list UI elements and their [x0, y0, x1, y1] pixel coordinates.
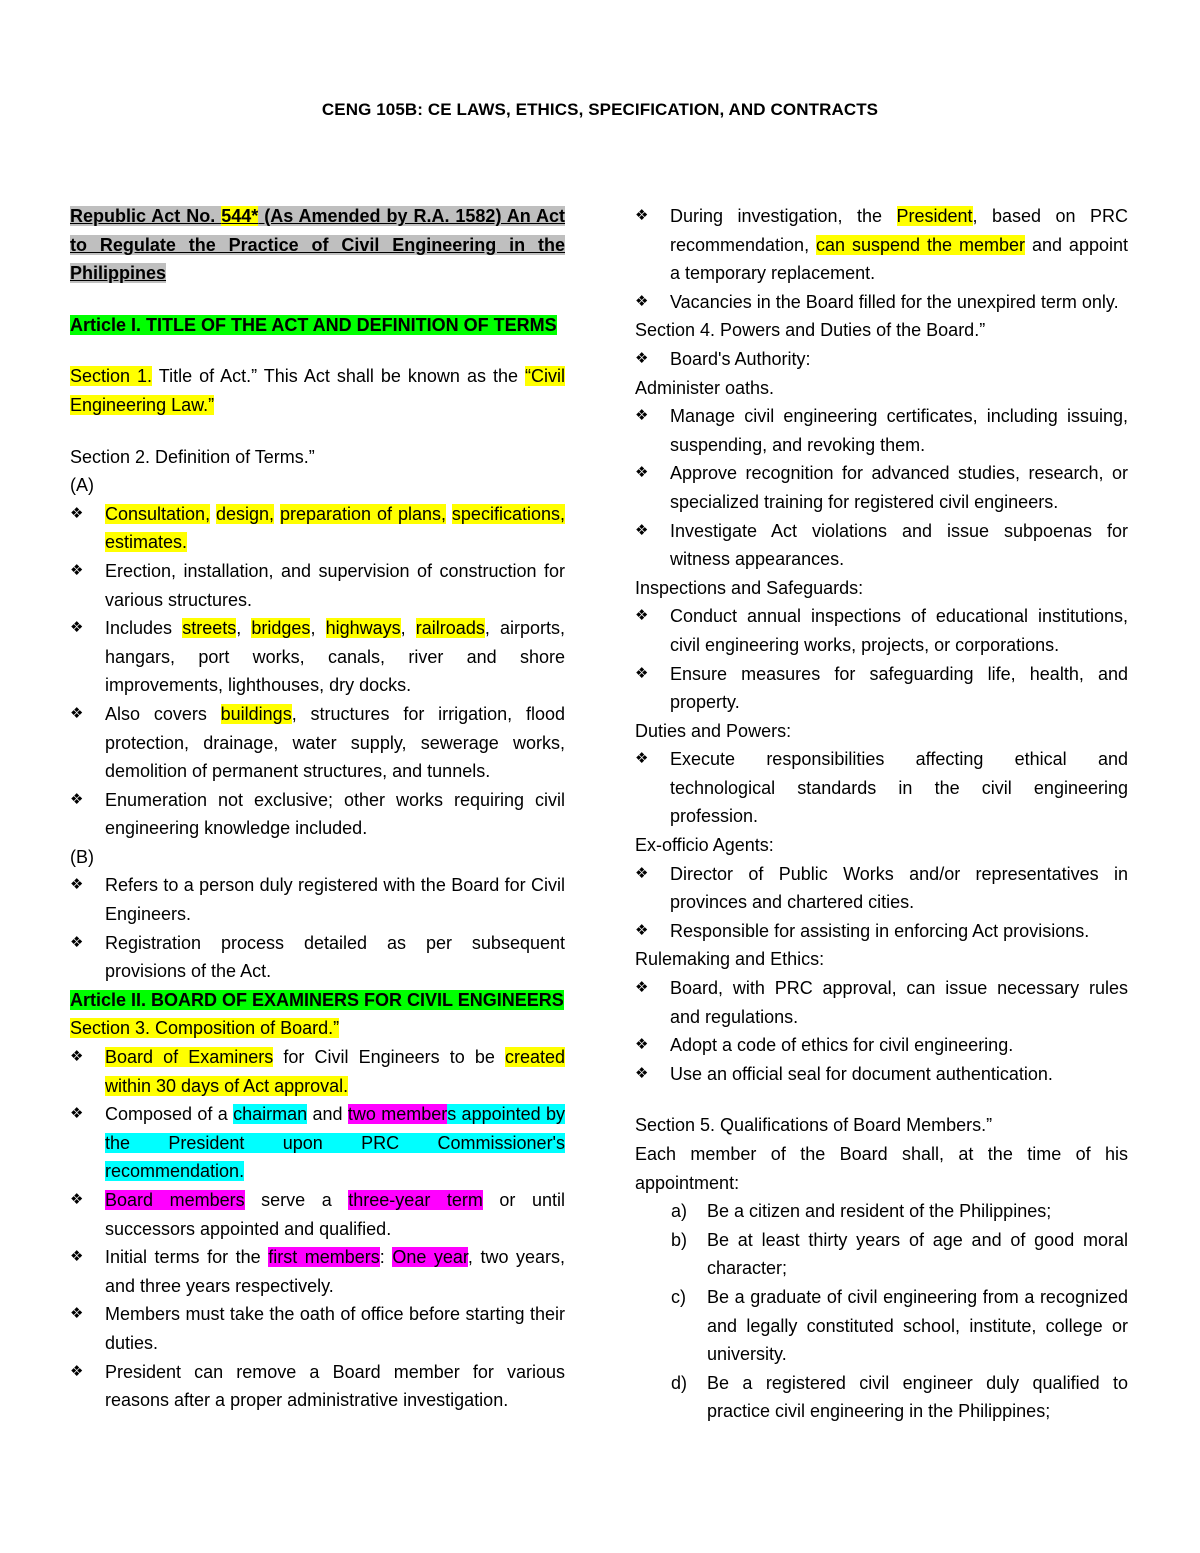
list-item [70, 1300, 565, 1357]
bullet-icon: ❖ [635, 464, 649, 482]
hl: design, [216, 503, 275, 524]
list-item-text: Board, with PRC approval, can issue necessary rules and regulations. [670, 978, 1128, 1027]
list-item [70, 1358, 565, 1415]
hl: streets [182, 618, 237, 639]
sub-b-label: (B) [70, 846, 94, 867]
t: Composed of a [105, 1104, 234, 1125]
hl: highways [325, 618, 401, 639]
hl: can suspend the member [816, 234, 1025, 255]
list-item [70, 1100, 565, 1186]
hl: specifications, estimates. [105, 503, 565, 553]
hl: preparation of plans, [280, 503, 446, 524]
bullet-icon: ❖ [70, 1362, 84, 1380]
t: , airports, hangars, port works, canals, river and shore improvements, lighthouses, dry docks. [105, 618, 565, 696]
article-2-heading [70, 986, 565, 1015]
section-1-label: Section 1. [70, 366, 153, 387]
list-item-text: Manage civil engineering certificates, including issuing, suspending, and revoking them. [670, 406, 1128, 455]
article-1-label: Article I. TITLE OF THE ACT AND DEFINITION OF TERMS [70, 314, 557, 335]
bullet-icon: ❖ [70, 876, 84, 894]
bullet-icon: ❖ [635, 292, 649, 310]
list-item-text: Director of Public Works and/or representatives in provinces and chartered cities. [670, 863, 1128, 913]
list-item [635, 917, 1128, 946]
item-label: c) [671, 1286, 686, 1307]
section-1 [70, 362, 565, 419]
t: Initial terms for the [105, 1247, 269, 1268]
bullet-icon: ❖ [635, 1064, 649, 1082]
bullet-icon: ❖ [635, 407, 649, 425]
list-item-text: Adopt a code of ethics for civil engineering. [670, 1035, 1014, 1056]
list-item-text: Approve recognition for advanced studies, research, or specialized training for registered civil engineers. [670, 463, 1128, 512]
t: serve a [244, 1190, 349, 1210]
item-label: a) [671, 1201, 688, 1222]
list-item-text: Be at least thirty years of age and of good moral character; [707, 1229, 1128, 1279]
list-item [635, 660, 1128, 717]
t: or until successors appointed and qualified. [105, 1190, 565, 1239]
list-item-text: Registration process detailed as per subsequent provisions of the Act. [105, 932, 565, 982]
bullet-icon: ❖ [635, 750, 649, 768]
bullet-icon: ❖ [70, 790, 84, 808]
list-item [70, 871, 565, 928]
hl: Board of Examiners [105, 1047, 274, 1068]
list-item-text: President can remove a Board member for various reasons after a proper administrative investigation. [105, 1361, 565, 1411]
list-item [70, 614, 565, 700]
bullet-icon: ❖ [70, 619, 84, 637]
hl: bridges [251, 618, 311, 639]
hl: created within 30 days of Act approval. [105, 1047, 566, 1096]
bullet-icon: ❖ [635, 979, 649, 997]
list-item [70, 1186, 565, 1243]
act-title [70, 202, 565, 288]
list-item-text: Execute responsibilities affecting ethical and technological standards in the civil engineering profession. [670, 749, 1128, 827]
list-item-text: Board's Authority: [670, 348, 811, 369]
section-3-heading [70, 1014, 565, 1043]
list-item-text: Investigate Act violations and issue subpoenas for witness appearances. [670, 520, 1128, 570]
t: , structures for irrigation, flood protection, drainage, water supply, sewerage works, demolition of permanent structures, and tunnels. [105, 703, 565, 782]
list-item [70, 1243, 565, 1300]
bullet-icon: ❖ [635, 864, 649, 882]
subheading: Ex-officio Agents: [635, 835, 774, 856]
section-2: Section 2. Definition of Terms.” [70, 446, 315, 467]
plain-line: Administer oaths. [635, 377, 775, 398]
list-item [635, 202, 1128, 288]
bullet-icon: ❖ [70, 704, 84, 722]
t: , [310, 618, 326, 639]
list-item-text: Enumeration not exclusive; other works requiring civil engineering knowledge included. [105, 789, 565, 839]
list-item [635, 288, 1128, 317]
bullet-icon: ❖ [635, 921, 649, 939]
t: for Civil Engineers to be [273, 1047, 505, 1068]
bullet-icon: ❖ [635, 521, 649, 539]
list-item [635, 602, 1128, 659]
list-item-text: Be a registered civil engineer duly qualified to practice civil engineering in the Philippines; [707, 1372, 1128, 1422]
list-item [635, 1369, 1128, 1426]
hl: chairman [233, 1104, 308, 1125]
list-item-text: Ensure measures for safeguarding life, health, and property. [670, 663, 1128, 713]
subheading: Rulemaking and Ethics: [635, 949, 825, 970]
list-item-text: Be a graduate of civil engineering from a recognized and legally constituted school, institute, college or university. [707, 1286, 1128, 1365]
t: and [307, 1104, 348, 1125]
list-item-text: Use an official seal for document authentication. [670, 1063, 1053, 1084]
bullet-icon: ❖ [635, 664, 649, 682]
hl: buildings [220, 703, 292, 724]
list-item [70, 500, 565, 557]
hl: three-year term [348, 1190, 483, 1210]
bullet-icon: ❖ [70, 1048, 84, 1066]
list-item [70, 929, 565, 986]
section-5-heading: Section 5. Qualifications of Board Members.” [635, 1115, 993, 1136]
subheading: Duties and Powers: [635, 720, 792, 741]
list-item [635, 1283, 1128, 1369]
bullet-icon: ❖ [635, 607, 649, 625]
list-item [635, 1226, 1128, 1283]
article-1-heading [70, 311, 565, 340]
t: , [236, 618, 252, 639]
bullet-icon: ❖ [70, 504, 84, 522]
article-2-label: Article II. BOARD OF EXAMINERS FOR CIVIL ENGINEERS [70, 989, 564, 1010]
bullet-icon: ❖ [70, 1305, 84, 1323]
list-item [635, 860, 1128, 917]
hl: Consultation, [105, 503, 211, 524]
subheading: Inspections and Safeguards: [635, 577, 864, 598]
bullet-icon: ❖ [70, 1248, 84, 1266]
t: Also covers [105, 703, 221, 724]
t: and appoint a temporary replacement. [670, 234, 1128, 284]
hl: President [896, 206, 973, 226]
item-label: d) [671, 1372, 688, 1393]
section-1-name: “Civil Engineering Law.” [70, 366, 565, 415]
page-header: CENG 105B: CE LAWS, ETHICS, SPECIFICATION, AND CONTRACTS [321, 100, 879, 119]
section-5-intro: Each member of the Board shall, at the time of his appointment: [635, 1144, 1128, 1193]
t: Includes [105, 618, 183, 639]
t: , two years, and three years respectively. [105, 1247, 566, 1296]
bullet-icon: ❖ [70, 933, 84, 951]
left-column [70, 202, 565, 1415]
list-item [635, 745, 1128, 831]
act-number: 544* [221, 206, 259, 226]
bullet-icon: ❖ [70, 561, 84, 579]
hl: two member [347, 1104, 448, 1125]
bullet-icon: ❖ [70, 1105, 84, 1123]
list-item-text: Members must take the oath of office before starting their duties. [105, 1304, 565, 1353]
list-item-text: Conduct annual inspections of educational institutions, civil engineering works, projects, or corporations. [670, 606, 1128, 655]
act-title-part: (As Amended by R.A. 1582) An Act to Regulate the Practice of Civil Engineering in the Philippines [70, 206, 566, 284]
section-3-label: Section 3. Composition of Board.” [70, 1018, 340, 1039]
hl: One year [392, 1247, 468, 1268]
act-title-part: Republic Act No. [70, 206, 222, 226]
list-item [635, 974, 1128, 1031]
section-1-text: Title of Act.” This Act shall be known as the [152, 366, 525, 387]
sub-a-label: (A) [70, 475, 94, 496]
list-item [635, 1031, 1128, 1060]
t: , based on PRC recommendation, [670, 206, 1128, 255]
list-item [70, 700, 565, 786]
list-item [70, 1043, 565, 1100]
hl: first members [268, 1247, 380, 1268]
section-4-heading: Section 4. Powers and Duties of the Board.” [635, 320, 986, 341]
t: : [379, 1247, 393, 1268]
bullet-icon: ❖ [635, 349, 649, 367]
item-label: b) [671, 1229, 688, 1250]
list-item [635, 345, 1128, 374]
bullet-icon: ❖ [635, 207, 649, 224]
list-item-text: Refers to a person duly registered with the Board for Civil Engineers. [105, 875, 565, 925]
hl: Board members [105, 1190, 245, 1210]
list-item-text: Erection, installation, and supervision of construction for various structures. [105, 560, 565, 610]
hl: railroads [415, 618, 485, 639]
t: During investigation, the [670, 206, 897, 226]
t: , [400, 618, 416, 639]
list-item-text: Vacancies in the Board filled for the unexpired term only. [670, 291, 1119, 312]
list-item [635, 517, 1128, 574]
list-item [635, 1197, 1128, 1226]
list-item [635, 402, 1128, 459]
right-column [635, 202, 1128, 1426]
list-item [70, 557, 565, 614]
list-item [635, 1060, 1128, 1089]
list-item-text: Responsible for assisting in enforcing Act provisions. [670, 920, 1090, 941]
list-item [635, 459, 1128, 516]
list-item [70, 786, 565, 843]
bullet-icon: ❖ [70, 1191, 84, 1208]
bullet-icon: ❖ [635, 1036, 649, 1054]
list-item-text: Be a citizen and resident of the Philippines; [707, 1201, 1052, 1222]
hl: s appointed by the President upon PRC Commissioner's recommendation. [105, 1104, 565, 1182]
